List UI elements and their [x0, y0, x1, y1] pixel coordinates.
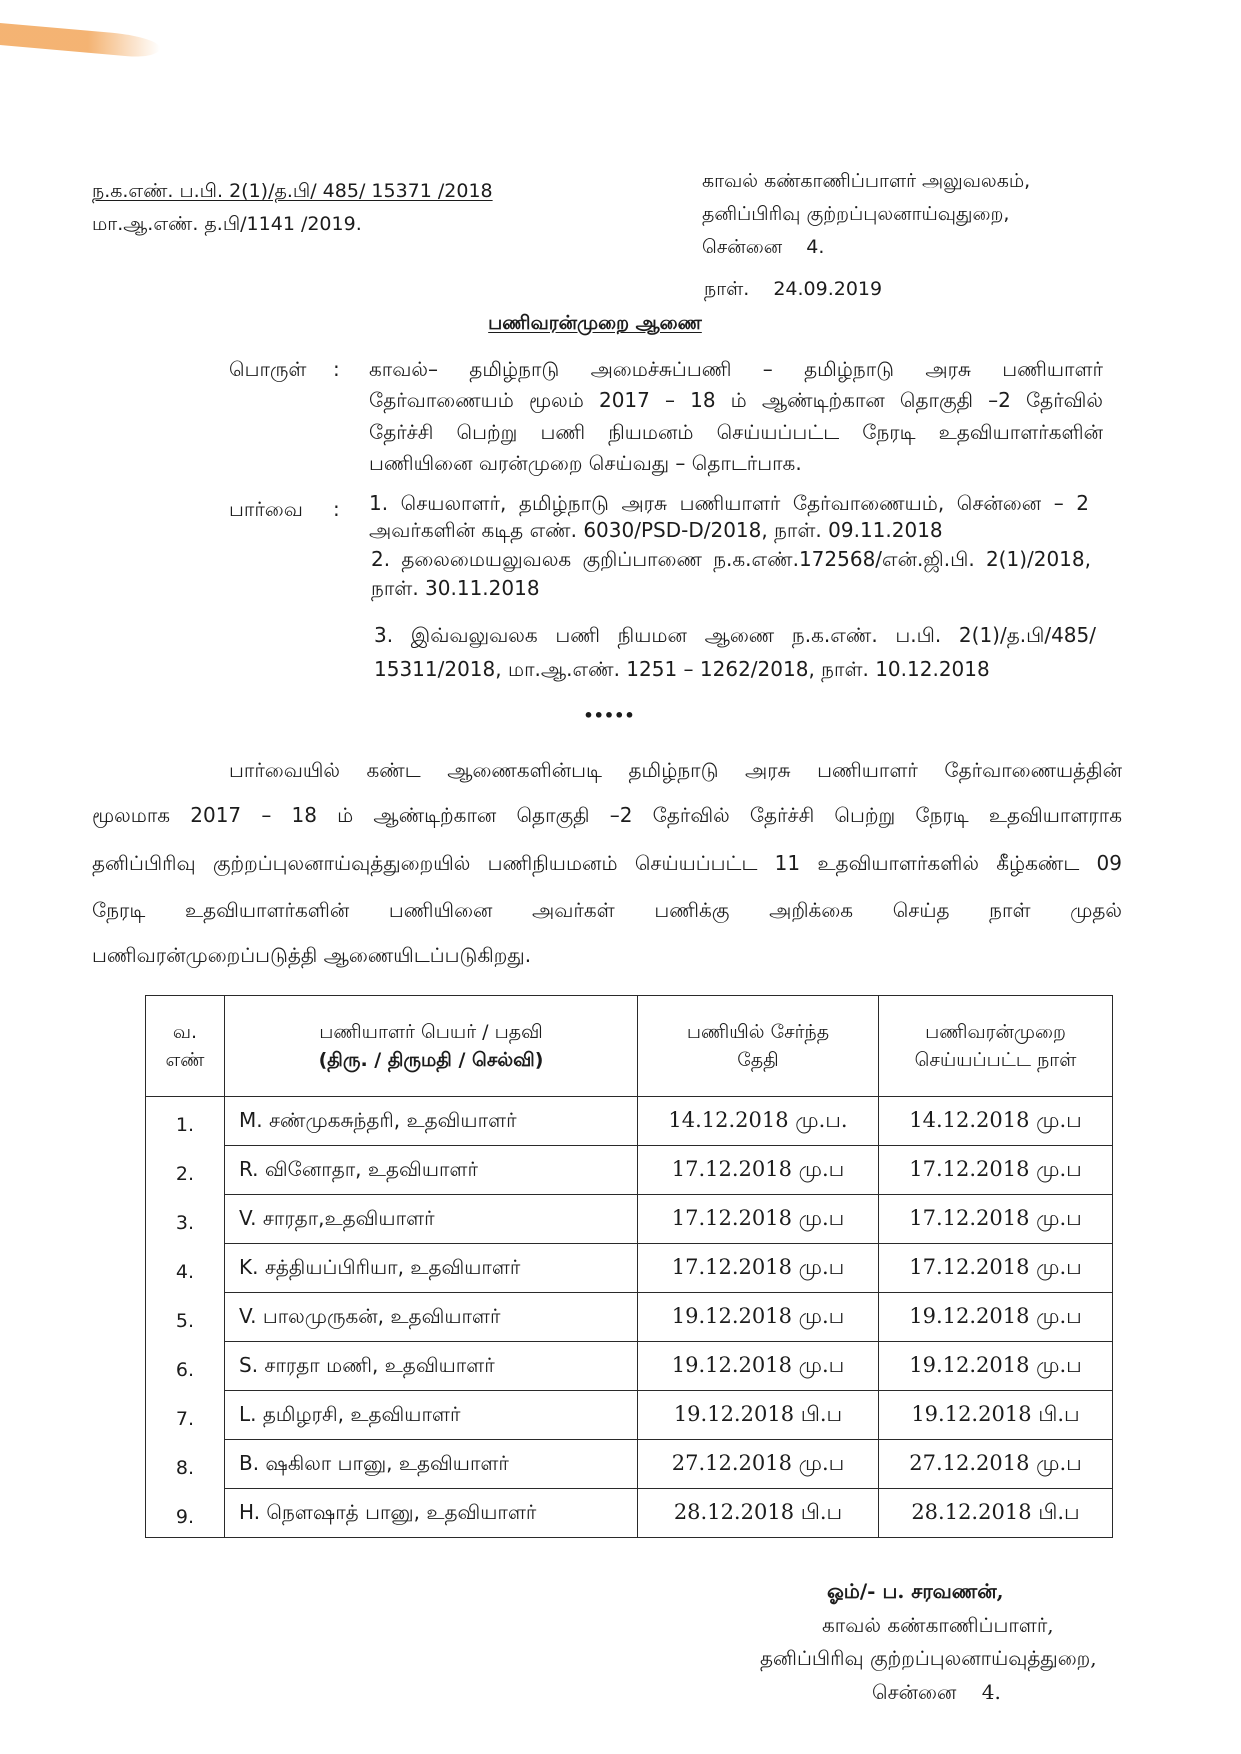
employee-name-designation: L. தமிழரசி, உதவியாளர்	[239, 1401, 461, 1426]
subject-label: பொருள்	[229, 357, 307, 381]
regularization-date: 17.12.2018 மு.ப	[909, 1205, 1082, 1230]
body-line: பணிவரன்முறைப்படுத்தி ஆணையிடப்படுகிறது.	[92, 943, 532, 967]
joining-date: 19.12.2018 பி.ப	[673, 1401, 843, 1426]
table-header-row	[146, 996, 1113, 1097]
name-cell	[225, 1195, 638, 1244]
name-cell	[225, 1244, 638, 1293]
name-cell	[225, 1097, 638, 1146]
serial-number: 1.	[175, 1114, 195, 1137]
serial-number: 3.	[175, 1212, 195, 1234]
serial-cell	[146, 1195, 225, 1244]
header-line: பணியாளர் பெயர் / பதவி	[319, 1021, 543, 1043]
signatory-name: ஓம்/- ப. சரவணன்,	[827, 1579, 1004, 1603]
employee-name-designation: R. வினோதா, உதவியாளர்	[239, 1156, 478, 1181]
table-row	[146, 1146, 1113, 1195]
subject-line: பணியினை வரன்முறை செய்வது – தொடர்பாக.	[369, 451, 802, 475]
regularization-date: 19.12.2018 பி.ப	[911, 1401, 1080, 1426]
table-row	[146, 1489, 1113, 1538]
regularization-date: 27.12.2018 மு.ப	[909, 1450, 1082, 1475]
header-line: பணியில் சேர்ந்த	[686, 1021, 830, 1043]
reference-number: ந.க.எண். ப.பி. 2(1)/த.பி/ 485/ 15371 /2018	[92, 180, 493, 202]
header-line: வ.	[172, 1021, 198, 1043]
order-number: மா.ஆ.எண். த.பி/1141 /2019.	[92, 213, 362, 235]
references-label: பார்வை	[229, 497, 303, 521]
table-row	[146, 1244, 1113, 1293]
paper-stain	[0, 23, 160, 59]
regularized-cell	[879, 1244, 1113, 1293]
serial-cell	[146, 1146, 225, 1195]
regularized-cell	[879, 1146, 1113, 1195]
joined-cell	[638, 1440, 879, 1489]
joining-date: 27.12.2018 மு.ப	[671, 1450, 845, 1475]
date-label: நாள்.	[704, 278, 750, 300]
serial-number: 5.	[175, 1310, 195, 1332]
joined-cell	[638, 1342, 879, 1391]
joined-cell	[638, 1293, 879, 1342]
name-cell	[225, 1489, 638, 1538]
reference-item-2-cont: நாள். 30.11.2018	[371, 576, 540, 600]
joining-date: 19.12.2018 மு.ப	[671, 1352, 845, 1377]
header-line: பணிவரன்முறை	[925, 1021, 1066, 1043]
document-title: பணிவரன்முறை ஆணை	[488, 312, 702, 334]
joined-cell	[638, 1489, 879, 1538]
regularization-date: 28.12.2018 பி.ப	[911, 1499, 1080, 1524]
joining-date: 17.12.2018 மு.ப	[671, 1254, 845, 1279]
serial-cell	[146, 1293, 225, 1342]
section-separator: •••••	[583, 706, 635, 725]
serial-cell	[146, 1342, 225, 1391]
regularization-date: 17.12.2018 மு.ப	[909, 1156, 1082, 1181]
body-line: மூலமாக 2017 – 18 ம் ஆண்டிற்கான தொகுதி –2 தேர்வில் தேர்ச்சி பெற்று நேரடி உதவியாளராக	[92, 803, 1122, 827]
name-cell	[225, 1342, 638, 1391]
subject-line: தேர்ச்சி பெற்று பணி நியமனம் செய்யப்பட்ட நேரடி உதவியாளர்களின்	[369, 420, 1103, 444]
serial-number: 4.	[175, 1261, 195, 1283]
reference-item-3: 3. இவ்வலுவலக பணி நியமன ஆணை ந.க.எண். ப.பி. 2(1)/த.பி/485/	[374, 623, 1096, 647]
regularization-date: 14.12.2018 மு.ப	[909, 1107, 1082, 1132]
date-value: 24.09.2019	[773, 278, 883, 300]
regularized-cell	[879, 1293, 1113, 1342]
header-regularization-date	[879, 996, 1113, 1097]
joined-cell	[638, 1244, 879, 1293]
serial-number: 7.	[175, 1408, 195, 1430]
regularized-cell	[879, 1342, 1113, 1391]
serial-number: 6.	[175, 1359, 195, 1381]
table-row	[146, 1097, 1113, 1146]
header-name-designation	[225, 996, 638, 1097]
joining-date: 17.12.2018 மு.ப	[671, 1156, 845, 1181]
serial-number: 2.	[175, 1163, 195, 1185]
joined-cell	[638, 1391, 879, 1440]
reference-item-2: 2. தலைமையலுவலக குறிப்பாணை ந.க.எண்.172568/என்.ஜி.பி. 2(1)/2018,	[371, 547, 1091, 571]
joining-date: 14.12.2018 மு.ப.	[668, 1107, 848, 1132]
signatory-department: தனிப்பிரிவு குற்றப்புலனாய்வுத்துறை,	[760, 1646, 1097, 1670]
joined-cell	[638, 1195, 879, 1244]
body-line: பார்வையில் கண்ட ஆணைகளின்படி தமிழ்நாடு அரசு பணியாளர் தேர்வாணையத்தின்	[229, 758, 1122, 782]
employee-name-designation: S. சாரதா மணி, உதவியாளர்	[239, 1352, 495, 1377]
signatory-city: சென்னை 4.	[872, 1680, 1001, 1704]
table-row	[146, 1391, 1113, 1440]
regularized-cell	[879, 1097, 1113, 1146]
header-line: எண்	[165, 1049, 205, 1071]
office-address-line: சென்னை 4.	[702, 236, 825, 258]
joined-cell	[638, 1146, 879, 1195]
body-line: தனிப்பிரிவு குற்றப்புலனாய்வுத்துறையில் பணிநியமனம் செய்யப்பட்ட 11 உதவியாளர்களில் கீழ்கண்ட 09	[92, 851, 1122, 875]
regularized-cell	[879, 1391, 1113, 1440]
employee-name-designation: M. சண்முகசுந்தரி, உதவியாளர்	[239, 1107, 517, 1132]
body-line: நேரடி உதவியாளர்களின் பணியினை அவர்கள் பணிக்கு அறிக்கை செய்த நாள் முதல்	[92, 898, 1122, 922]
serial-cell	[146, 1440, 225, 1489]
order-date	[704, 276, 1024, 302]
employee-name-designation: B. ஷகிலா பானு, உதவியாளர்	[239, 1450, 509, 1475]
name-cell	[225, 1391, 638, 1440]
regularization-date: 19.12.2018 மு.ப	[909, 1303, 1082, 1328]
name-cell	[225, 1146, 638, 1195]
serial-cell	[146, 1097, 225, 1146]
regularized-cell	[879, 1440, 1113, 1489]
employee-name-designation: H. நௌஷாத் பானு, உதவியாளர்	[239, 1499, 537, 1524]
employee-name-designation: V. சாரதா,உதவியாளர்	[239, 1205, 435, 1230]
reference-item-3-cont: 15311/2018, மா.ஆ.எண். 1251 – 1262/2018, நாள். 10.12.2018	[374, 657, 990, 681]
table-row	[146, 1440, 1113, 1489]
joining-date: 17.12.2018 மு.ப	[671, 1205, 845, 1230]
header-joining-date	[638, 996, 879, 1097]
regularized-cell	[879, 1195, 1113, 1244]
regularization-date: 19.12.2018 மு.ப	[909, 1352, 1082, 1377]
employee-name-designation: V. பாலமுருகன், உதவியாளர்	[239, 1303, 501, 1328]
serial-cell	[146, 1244, 225, 1293]
office-address-line: தனிப்பிரிவு குற்றப்புலனாய்வுதுறை,	[702, 203, 1010, 225]
subject-line: தேர்வாணையம் மூலம் 2017 – 18 ம் ஆண்டிற்கான தொகுதி –2 தேர்வில்	[369, 388, 1103, 412]
signatory-designation: காவல் கண்காணிப்பாளர்,	[822, 1613, 1054, 1637]
serial-number: 9.	[175, 1505, 195, 1528]
reference-item-1-cont: அவர்களின் கடித எண். 6030/PSD-D/2018, நாள். 09.11.2018	[369, 518, 943, 542]
regularized-cell	[879, 1489, 1113, 1538]
regularization-date: 17.12.2018 மு.ப	[909, 1254, 1082, 1279]
joined-cell	[638, 1097, 879, 1146]
joining-date: 28.12.2018 பி.ப	[673, 1499, 843, 1524]
name-cell	[225, 1440, 638, 1489]
table-row	[146, 1342, 1113, 1391]
header-line: (திரு. / திருமதி / செல்வி)	[318, 1049, 544, 1071]
header-line: செய்யப்பட்ட நாள்	[914, 1049, 1077, 1071]
serial-cell	[146, 1489, 225, 1538]
header-serial-no	[146, 996, 225, 1097]
regularization-table	[145, 995, 1113, 1538]
serial-number: 8.	[175, 1457, 195, 1479]
table-row	[146, 1293, 1113, 1342]
table-row	[146, 1195, 1113, 1244]
reference-item-1: 1. செயலாளர், தமிழ்நாடு அரசு பணியாளர் தேர்வாணையம், சென்னை – 2	[369, 491, 1089, 515]
joining-date: 19.12.2018 மு.ப	[671, 1303, 845, 1328]
serial-cell	[146, 1391, 225, 1440]
office-address-line: காவல் கண்காணிப்பாளர் அலுவலகம்,	[702, 170, 1031, 192]
references-colon: :	[333, 497, 340, 521]
name-cell	[225, 1293, 638, 1342]
employee-name-designation: K. சத்தியப்பிரியா, உதவியாளர்	[239, 1254, 521, 1279]
subject-colon: :	[333, 357, 340, 381]
header-line: தேதி	[737, 1049, 779, 1071]
subject-line: காவல்– தமிழ்நாடு அமைச்சுப்பணி – தமிழ்நாடு அரசு பணியாளர்	[369, 357, 1103, 381]
